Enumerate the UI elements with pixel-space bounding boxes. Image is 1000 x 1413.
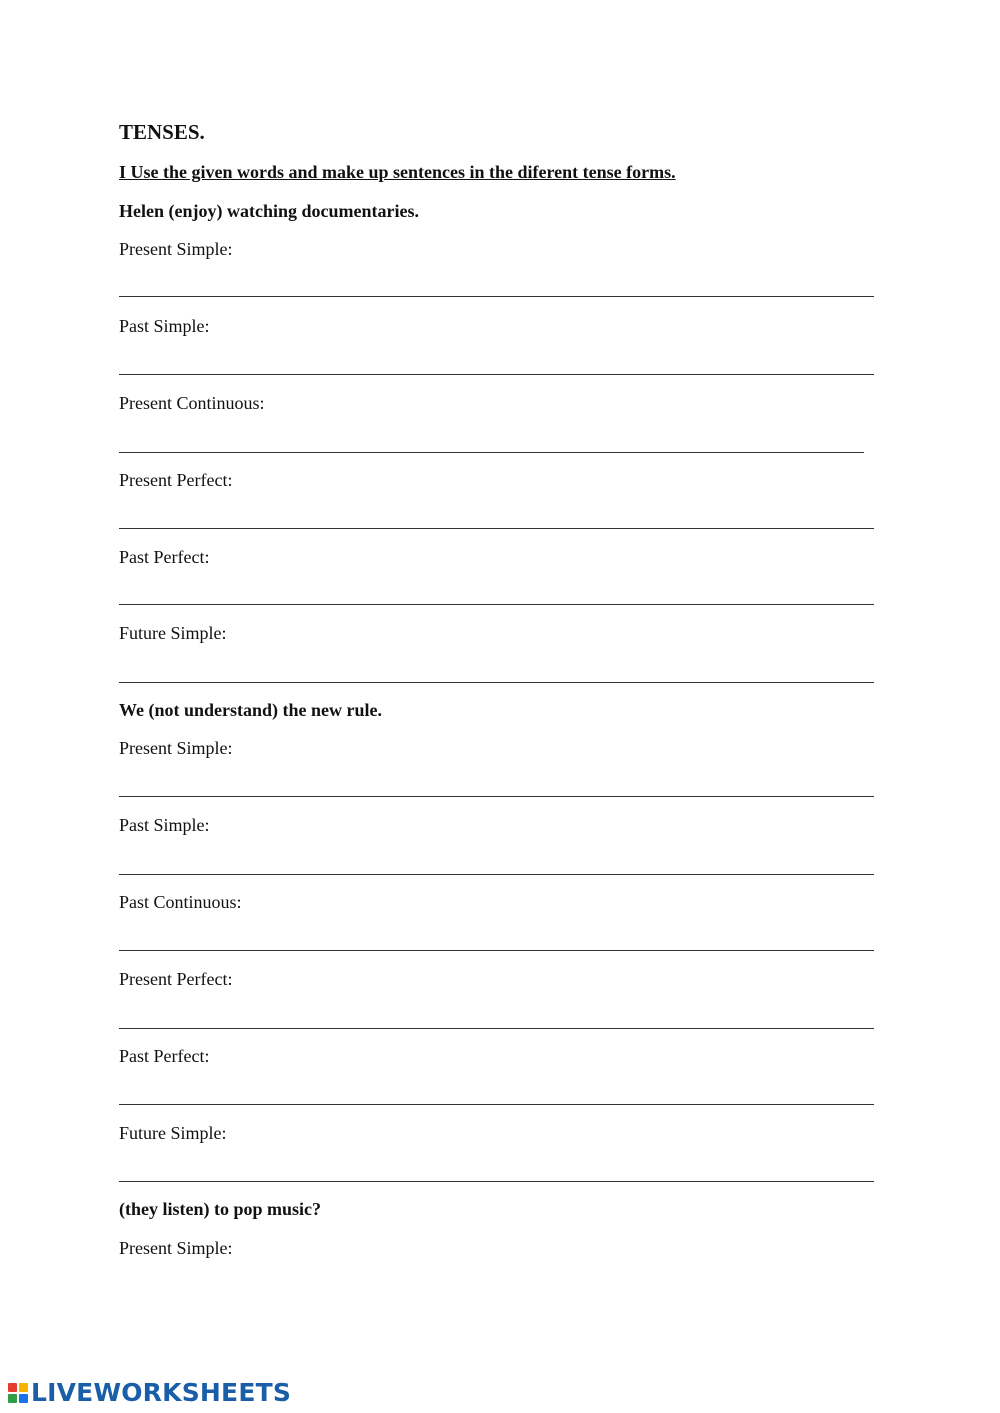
- tense-label: Present Simple:: [119, 1238, 233, 1258]
- logo-tile: [8, 1394, 17, 1403]
- tense-label: Present Simple:: [119, 239, 233, 259]
- logo-text: LIVEWORKSHEETS: [31, 1378, 292, 1407]
- answer-line[interactable]: [119, 296, 874, 297]
- tense-label: Future Simple:: [119, 623, 227, 643]
- tense-label: Past Continuous:: [119, 892, 242, 912]
- liveworksheets-logo[interactable]: [8, 1378, 291, 1407]
- answer-line[interactable]: [119, 1104, 874, 1105]
- answer-line[interactable]: [119, 1028, 874, 1029]
- tense-label: Present Perfect:: [119, 470, 233, 490]
- tense-label: Past Simple:: [119, 815, 210, 835]
- answer-line[interactable]: [119, 604, 874, 605]
- answer-line[interactable]: [119, 1181, 874, 1182]
- page-title: TENSES.: [119, 120, 205, 144]
- answer-line[interactable]: [119, 452, 864, 453]
- answer-line[interactable]: [119, 950, 874, 951]
- section-prompt: We (not understand) the new rule.: [119, 700, 383, 720]
- tense-label: Future Simple:: [119, 1123, 227, 1143]
- section-prompt: (they listen) to pop music?: [119, 1199, 321, 1219]
- instruction: I Use the given words and make up sentences in the diferent tense forms.: [119, 162, 676, 182]
- tense-label: Present Continuous:: [119, 393, 265, 413]
- section-prompt: Helen (enjoy) watching documentaries.: [119, 201, 419, 221]
- tense-label: Present Simple:: [119, 738, 233, 758]
- logo-tile: [8, 1383, 17, 1392]
- tense-label: Present Perfect:: [119, 969, 233, 989]
- tense-label: Past Simple:: [119, 316, 210, 336]
- tense-label: Past Perfect:: [119, 547, 210, 567]
- answer-line[interactable]: [119, 874, 874, 875]
- answer-line[interactable]: [119, 796, 874, 797]
- answer-line[interactable]: [119, 682, 874, 683]
- answer-line[interactable]: [119, 528, 874, 529]
- answer-line[interactable]: [119, 374, 874, 375]
- tense-label: Past Perfect:: [119, 1046, 210, 1066]
- logo-tile: [19, 1383, 28, 1392]
- logo-tile: [19, 1394, 28, 1403]
- logo-tiles-icon: [8, 1383, 28, 1403]
